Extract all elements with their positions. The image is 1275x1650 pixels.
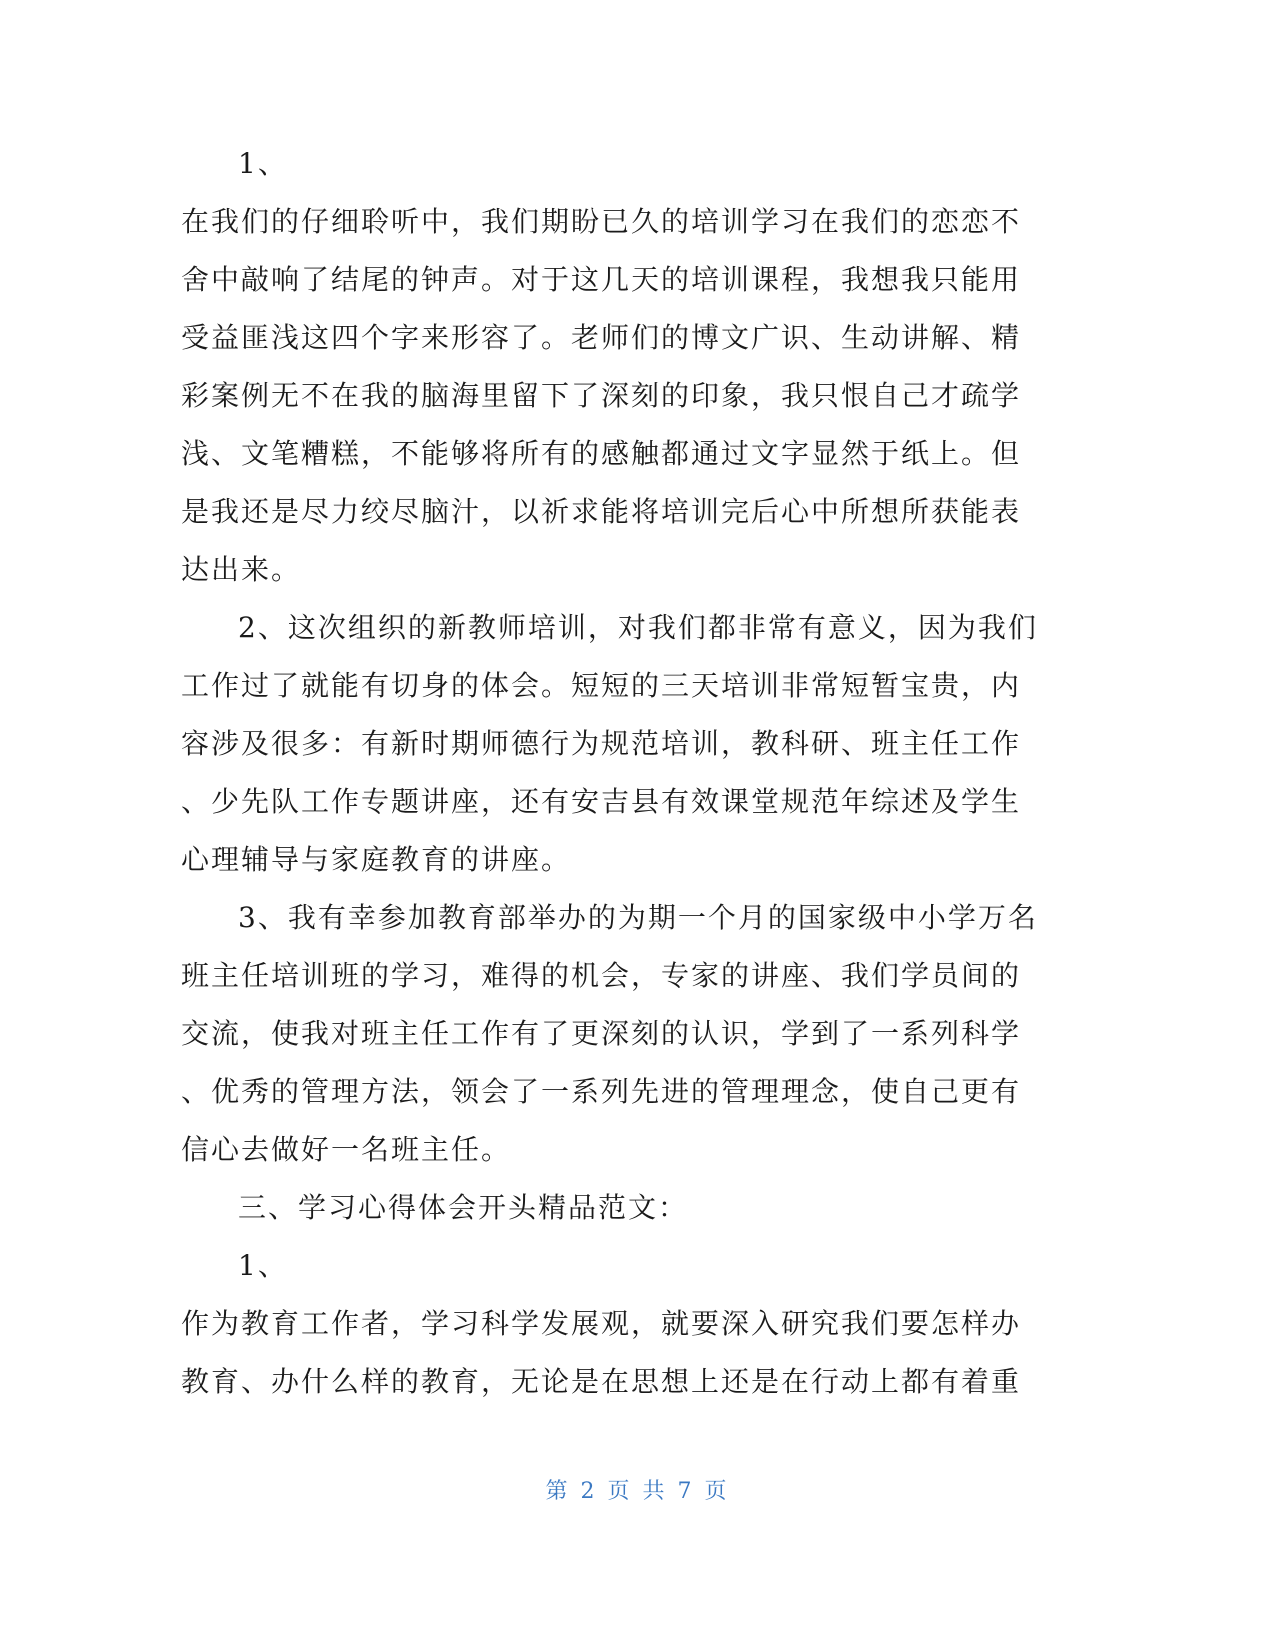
text-line: 受益匪浅这四个字来形容了。老师们的博文广识、生动讲解、精 xyxy=(181,321,1022,354)
text-line: 班主任培训班的学习，难得的机会，专家的讲座、我们学员间的 xyxy=(181,959,1022,992)
text-line: 1、 xyxy=(238,1249,288,1282)
text-line: 舍中敲响了结尾的钟声。对于这几天的培训课程，我想我只能用 xyxy=(181,263,1022,296)
text-line: 3、我有幸参加教育部举办的为期一个月的国家级中小学万名 xyxy=(238,901,1038,934)
text-line: 容涉及很多：有新时期师德行为规范培训，教科研、班主任工作 xyxy=(181,727,1022,760)
document-body xyxy=(181,135,1041,1411)
text-line: 1、 xyxy=(238,147,288,180)
text-line: 交流，使我对班主任工作有了更深刻的认识，学到了一系列科学 xyxy=(181,1017,1022,1050)
text-line: 教育、办什么样的教育，无论是在思想上还是在行动上都有着重 xyxy=(181,1365,1022,1398)
text-line: 在我们的仔细聆听中，我们期盼已久的培训学习在我们的恋恋不 xyxy=(181,205,1022,238)
text-line: 、少先队工作专题讲座，还有安吉县有效课堂规范年综述及学生 xyxy=(181,785,1022,818)
text-line: 彩案例无不在我的脑海里留下了深刻的印象，我只恨自己才疏学 xyxy=(181,379,1022,412)
text-line: 浅、文笔糟糕，不能够将所有的感触都通过文字显然于纸上。但 xyxy=(181,437,1022,470)
text-line: 、优秀的管理方法，领会了一系列先进的管理理念，使自己更有 xyxy=(181,1075,1022,1108)
text-line: 心理辅导与家庭教育的讲座。 xyxy=(181,843,572,876)
text-line: 工作过了就能有切身的体会。短短的三天培训非常短暂宝贵，内 xyxy=(181,669,1022,702)
text-line: 是我还是尽力绞尽脑汁，以祈求能将培训完后心中所想所获能表 xyxy=(181,495,1022,528)
text-line: 达出来。 xyxy=(181,553,302,586)
text-line: 信心去做好一名班主任。 xyxy=(181,1133,512,1166)
page-indicator: 第 2 页 共 7 页 xyxy=(545,1479,730,1504)
text-line: 2、这次组织的新教师培训，对我们都非常有意义，因为我们 xyxy=(238,611,1038,644)
text-line: 作为教育工作者，学习科学发展观，就要深入研究我们要怎样办 xyxy=(181,1307,1022,1340)
section-heading: 三、学习心得体会开头精品范文： xyxy=(238,1191,689,1224)
